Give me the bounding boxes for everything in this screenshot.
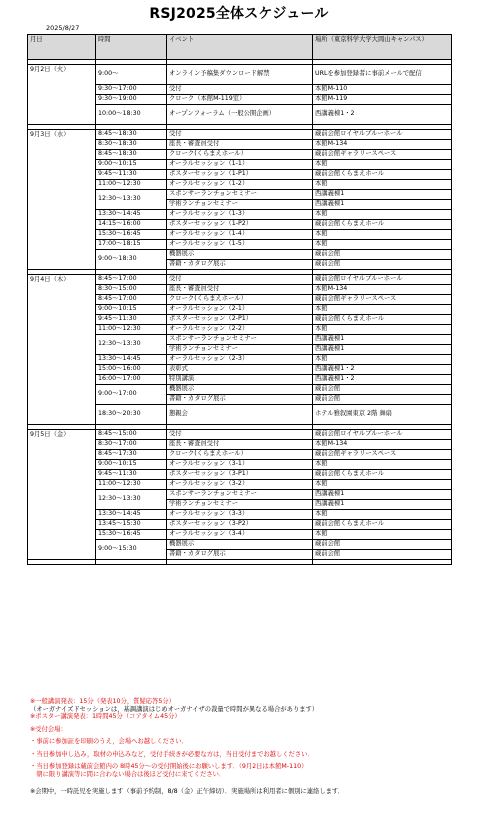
time-cell: 9:45～11:30 xyxy=(96,170,167,180)
place-cell: 蔵前会館ギャラリースペース xyxy=(313,295,452,305)
notes-section xyxy=(30,698,470,796)
table-row xyxy=(28,65,452,85)
header-place: 場所（東京科学大学大岡山キャンパス） xyxy=(313,35,452,60)
day-label: 9月2日（火） xyxy=(28,65,96,125)
place-cell: 本館 xyxy=(313,160,452,170)
place-cell: 本館 xyxy=(313,530,452,540)
place-cell: 蔵前会館 xyxy=(313,250,452,260)
time-cell: 14:15～16:00 xyxy=(96,220,167,230)
place-cell: 蔵前会館くらまえホール xyxy=(313,220,452,230)
place-cell: 本館M-134 xyxy=(313,140,452,150)
time-cell: 12:30～13:30 xyxy=(96,335,167,355)
event-cell: オーラルセッション（2-3） xyxy=(167,355,313,365)
place-cell: 西講義棟1 xyxy=(313,190,452,200)
event-cell: オーラルセッション（1-4） xyxy=(167,230,313,240)
time-cell: 15:30～16:45 xyxy=(96,530,167,540)
event-cell: 機器展示 xyxy=(167,540,313,550)
place-cell: 蔵前会館くらまえホール xyxy=(313,470,452,480)
time-cell: 8:45～18:30 xyxy=(96,150,167,160)
table-header-row xyxy=(28,35,452,60)
place-cell: 西講義棟1 xyxy=(313,335,452,345)
event-cell: ポスターセッション（3-P2） xyxy=(167,520,313,530)
event-cell: オーラルセッション（3-4） xyxy=(167,530,313,540)
event-cell: 書籍・カタログ展示 xyxy=(167,395,313,405)
schedule-table xyxy=(27,34,452,565)
place-cell: 蔵前会館くらまえホール xyxy=(313,170,452,180)
time-cell: 9:00～15:30 xyxy=(96,540,167,560)
event-cell: クローク（本館M-119室） xyxy=(167,95,313,105)
time-cell: 15:30～16:45 xyxy=(96,230,167,240)
place-cell: 本館 xyxy=(313,510,452,520)
spacer-row xyxy=(28,560,452,565)
place-cell: URLを参加登録者に事前メールで配信 xyxy=(313,65,452,85)
time-cell: 13:45～15:30 xyxy=(96,520,167,530)
event-cell: 特別講演 xyxy=(167,375,313,385)
time-cell: 11:00～12:30 xyxy=(96,325,167,335)
place-cell: 本館 xyxy=(313,230,452,240)
table-row xyxy=(28,130,452,140)
place-cell: 蔵前会館 xyxy=(313,260,452,270)
time-cell: 17:00～18:15 xyxy=(96,240,167,250)
note-line: ・当日参加登録は蔵前会館内の 8時45分～の受付開始後にお願いします．（9月2日は本館M-110） xyxy=(30,763,308,771)
event-cell: 受付 xyxy=(167,85,313,95)
event-cell: 機器展示 xyxy=(167,250,313,260)
note-footer: ※会期中，一時託児を実施します（事前予約制，8/8（金）正午締切）．実施場所は利用者に個別に連絡します． xyxy=(30,788,345,796)
event-cell: 学術ランチョンセミナー xyxy=(167,200,313,210)
event-cell: 座長・審査員受付 xyxy=(167,440,313,450)
place-cell: 本館 xyxy=(313,480,452,490)
event-cell: オーラルセッション（2-2） xyxy=(167,325,313,335)
note-line: ・当日参加申し込み，取材の申込みなど，受付手続きが必要な方は，当日受付までお越しください． xyxy=(30,750,314,758)
time-cell: 9:00～ xyxy=(96,65,167,85)
event-cell: 機器展示 xyxy=(167,385,313,395)
place-cell: 蔵前会館くらまえホール xyxy=(313,520,452,530)
note-line: ※一般講演発表：15分（発表10分，質疑応答5分） xyxy=(30,698,175,705)
place-cell: ホテル雅叙園東京 2階 舞扇 xyxy=(313,405,452,425)
page-title: RSJ2025全体スケジュール xyxy=(149,6,329,22)
time-cell: 8:45～15:00 xyxy=(96,430,167,440)
time-cell: 9:30～17:00 xyxy=(96,85,167,95)
time-cell: 13:30～14:45 xyxy=(96,510,167,520)
header-event: イベント xyxy=(167,35,313,60)
event-cell: 懇親会 xyxy=(167,405,313,425)
note-line: ※ポスター講演発表：1時間45分（コアタイム45分） xyxy=(30,713,181,721)
time-cell: 11:00～12:30 xyxy=(96,480,167,490)
place-cell: 本館 xyxy=(313,325,452,335)
event-cell: 座長・審査員受付 xyxy=(167,140,313,150)
updated-date: 2025/8/27 xyxy=(46,24,80,32)
place-cell: 蔵前会館くらまえホール xyxy=(313,315,452,325)
time-cell: 8:30～17:00 xyxy=(96,440,167,450)
time-cell: 8:45～17:00 xyxy=(96,275,167,285)
place-cell: 本館 xyxy=(313,210,452,220)
event-cell: クローク(くらまえホール） xyxy=(167,450,313,460)
time-cell: 8:45～18:30 xyxy=(96,130,167,140)
day-label: 9月4日（木） xyxy=(28,275,96,425)
time-cell: 9:00～18:30 xyxy=(96,250,167,270)
event-cell: スポンサーランチョンセミナー xyxy=(167,335,313,345)
event-cell: 座長・審査員受付 xyxy=(167,285,313,295)
header-time: 時間 xyxy=(96,35,167,60)
time-cell: 18:30～20:30 xyxy=(96,405,167,425)
event-cell: オーラルセッション（1-3） xyxy=(167,210,313,220)
event-cell: 書籍・カタログ展示 xyxy=(167,550,313,560)
time-cell: 9:00～10:15 xyxy=(96,305,167,315)
event-cell: ポスターセッション（2-P1） xyxy=(167,315,313,325)
time-cell: 8:30～18:30 xyxy=(96,140,167,150)
time-cell: 8:45～17:00 xyxy=(96,295,167,305)
place-cell: 西講義棟1 xyxy=(313,490,452,500)
place-cell: 西講義棟1 xyxy=(313,200,452,210)
time-cell: 9:00～10:15 xyxy=(96,160,167,170)
time-cell: 13:30～14:45 xyxy=(96,210,167,220)
place-cell: 蔵前会館 xyxy=(313,550,452,560)
event-cell: スポンサーランチョンセミナー xyxy=(167,490,313,500)
note-line: ・事前に参加証を印刷のうえ，会場へお越しください． xyxy=(30,738,188,746)
place-cell: 西講義棟1・2 xyxy=(313,105,452,125)
event-cell: オーラルセッション（1-1） xyxy=(167,160,313,170)
place-cell: 蔵前会館 xyxy=(313,385,452,395)
event-cell: 学術ランチョンセミナー xyxy=(167,500,313,510)
event-cell: オーラルセッション（3-1） xyxy=(167,460,313,470)
place-cell: 本館 xyxy=(313,460,452,470)
event-cell: 書籍・カタログ展示 xyxy=(167,260,313,270)
place-cell: 本館M-134 xyxy=(313,440,452,450)
event-cell: オーラルセッション（3-3） xyxy=(167,510,313,520)
event-cell: ポスターセッション（1-P1） xyxy=(167,170,313,180)
time-cell: 9:00～17:00 xyxy=(96,385,167,405)
place-cell: 蔵前会館 xyxy=(313,540,452,550)
time-cell: 16:00～17:00 xyxy=(96,375,167,385)
event-cell: オーラルセッション（2-1） xyxy=(167,305,313,315)
time-cell: 11:00～12:30 xyxy=(96,180,167,190)
event-cell: クローク(くらまえホール） xyxy=(167,295,313,305)
place-cell: 蔵前会館ロイヤルブルーホール xyxy=(313,430,452,440)
event-cell: オンライン予稿集ダウンロード解禁 xyxy=(167,65,313,85)
place-cell: 西講義棟1・2 xyxy=(313,365,452,375)
event-cell: クローク(くらまえホール） xyxy=(167,150,313,160)
place-cell: 西講義棟1・2 xyxy=(313,375,452,385)
event-cell: ポスターセッション（1-P2） xyxy=(167,220,313,230)
time-cell: 9:30～19:00 xyxy=(96,95,167,105)
table-row xyxy=(28,430,452,440)
time-cell: 13:30～14:45 xyxy=(96,355,167,365)
event-cell: 表彰式 xyxy=(167,365,313,375)
time-cell: 12:30～13:30 xyxy=(96,490,167,510)
event-cell: オーラルセッション（3-2） xyxy=(167,480,313,490)
schedule-body xyxy=(28,60,452,565)
place-cell: 本館 xyxy=(313,355,452,365)
event-cell: オーラルセッション（1-5） xyxy=(167,240,313,250)
place-cell: 蔵前会館ギャラリースペース xyxy=(313,450,452,460)
time-cell: 15:00～16:00 xyxy=(96,365,167,375)
event-cell: 受付 xyxy=(167,275,313,285)
event-cell: オープンフォーラム（一般公開企画） xyxy=(167,105,313,125)
event-cell: オーラルセッション（1-2） xyxy=(167,180,313,190)
time-cell: 12:30～13:30 xyxy=(96,190,167,210)
time-cell: 9:45～11:30 xyxy=(96,470,167,480)
note-line: （オーガナイズドセッションは，基調講演はじめオーガナイザの裁量で時間が異なる場合があります） xyxy=(30,705,319,713)
header-date: 月日 xyxy=(28,35,96,60)
event-cell: ポスターセッション（3-P1） xyxy=(167,470,313,480)
time-cell: 9:00～10:15 xyxy=(96,460,167,470)
place-cell: 蔵前会館ロイヤルブルーホール xyxy=(313,130,452,140)
time-cell: 9:45～11:30 xyxy=(96,315,167,325)
place-cell: 本館M-110 xyxy=(313,85,452,95)
event-cell: 受付 xyxy=(167,130,313,140)
place-cell: 本館 xyxy=(313,305,452,315)
place-cell: 蔵前会館ロイヤルブルーホール xyxy=(313,275,452,285)
place-cell: 本館 xyxy=(313,180,452,190)
event-cell: 学術ランチョンセミナー xyxy=(167,345,313,355)
table-row xyxy=(28,275,452,285)
note-heading: ※受付会場： xyxy=(30,725,67,733)
event-cell: 受付 xyxy=(167,430,313,440)
event-cell: スポンサーランチョンセミナー xyxy=(167,190,313,200)
place-cell: 蔵前会館 xyxy=(313,395,452,405)
day-label: 9月3日（水） xyxy=(28,130,96,270)
day-label: 9月5日（金） xyxy=(28,430,96,560)
note-line: 朝に限り講演等に間に合わない場合は後ほど受付に来てください． xyxy=(30,770,226,778)
place-cell: 本館M-134 xyxy=(313,285,452,295)
place-cell: 本館 xyxy=(313,240,452,250)
place-cell: 蔵前会館ギャラリースペース xyxy=(313,150,452,160)
place-cell: 本館M-119 xyxy=(313,95,452,105)
place-cell: 西講義棟1 xyxy=(313,500,452,510)
time-cell: 8:45～17:30 xyxy=(96,450,167,460)
time-cell: 10:00～18:30 xyxy=(96,105,167,125)
time-cell: 8:30～15:00 xyxy=(96,285,167,295)
place-cell: 西講義棟1 xyxy=(313,345,452,355)
